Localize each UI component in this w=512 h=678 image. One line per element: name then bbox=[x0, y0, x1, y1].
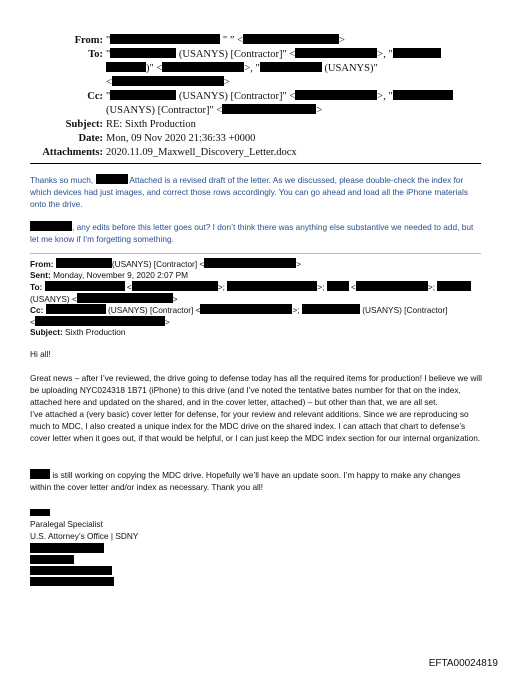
attachment-filename[interactable]: 2020.11.09_Maxwell_Discovery_Letter.docx bbox=[106, 147, 297, 158]
fwd-from-label: From: bbox=[30, 259, 54, 269]
fwd-text: (USANYS) < bbox=[30, 293, 77, 304]
fwd-subject-value: Sixth Production bbox=[65, 327, 126, 337]
redaction bbox=[96, 174, 128, 184]
redaction bbox=[222, 104, 316, 114]
date-value: Mon, 09 Nov 2020 21:36:33 +0000 bbox=[106, 133, 256, 144]
redaction bbox=[35, 316, 165, 326]
to-label: To: bbox=[88, 49, 103, 60]
from-label: From: bbox=[74, 35, 103, 46]
redaction bbox=[112, 76, 224, 86]
cc-part: > bbox=[316, 105, 323, 116]
from-value: " ” < bbox=[222, 35, 244, 46]
subject-value: RE: Sixth Production bbox=[106, 119, 196, 130]
fwd-text: (USANYS) [Contractor] < bbox=[108, 305, 201, 315]
redaction bbox=[45, 281, 125, 291]
redaction bbox=[56, 258, 112, 268]
redaction bbox=[46, 304, 106, 314]
redaction bbox=[393, 48, 441, 58]
bates-number: EFTA00024819 bbox=[428, 658, 498, 669]
to-part: > bbox=[223, 77, 230, 88]
cc-part: >, " bbox=[377, 91, 393, 102]
signature-title: Paralegal Specialist bbox=[30, 519, 103, 529]
fwd-text: > bbox=[172, 293, 178, 304]
fwd-subject-label: Subject: bbox=[30, 327, 63, 337]
redaction bbox=[200, 304, 292, 314]
signature-redaction bbox=[30, 555, 74, 564]
body-greeting: Hi all! bbox=[30, 349, 51, 359]
signature-redaction bbox=[30, 577, 114, 586]
to-line-1 bbox=[106, 48, 441, 62]
cc-label: Cc: bbox=[87, 91, 103, 102]
signature-name-redaction bbox=[30, 509, 50, 516]
body-paragraph-2: I’ve attached a (very basic) cover letter for defense, for your review and relevant additions. Since we are reproducing so much to MDC, I also created a unique index for the MDC drive on the shared index. I can attach that chart to defense’s cover letter when it goes out, if that would be helpful, or I can just keep the MDC index section for our internal organization. bbox=[30, 409, 481, 443]
to-part: " bbox=[106, 49, 111, 60]
fwd-text: < bbox=[351, 282, 356, 292]
redaction bbox=[295, 48, 377, 58]
from-tail: > bbox=[339, 35, 345, 46]
redaction bbox=[243, 34, 339, 44]
attachments-label: Attachments: bbox=[42, 147, 103, 158]
fwd-text: < bbox=[126, 282, 132, 292]
fwd-to-label: To: bbox=[30, 282, 43, 292]
fwd-sent-label: Sent: bbox=[30, 269, 51, 280]
redaction bbox=[110, 48, 176, 58]
fwd-cc-label: Cc: bbox=[30, 305, 44, 315]
signature-redaction bbox=[30, 543, 104, 553]
redaction bbox=[437, 281, 471, 291]
redaction bbox=[77, 293, 173, 303]
from-line: " " ” < > bbox=[106, 35, 345, 46]
date-label: Date: bbox=[78, 133, 103, 144]
fwd-text: (USANYS) [Contractor] bbox=[362, 305, 448, 315]
reply-text: , any edits before this letter goes out? I don’t think there was anything else substantive we needed to add, but let me know if I’m forgetting something. bbox=[30, 222, 474, 244]
fwd-text: >; bbox=[217, 282, 225, 292]
redaction bbox=[327, 281, 349, 291]
cc-line-1 bbox=[106, 90, 453, 104]
reply-divider bbox=[30, 253, 481, 254]
redaction bbox=[356, 281, 428, 291]
to-part: < bbox=[106, 77, 112, 88]
body-text: is still working on copying the MDC drive. Hopefully we’ll have an update soon. I’m happy to make any changes within the cover letter and/or index as necessary. Thank you all! bbox=[30, 470, 461, 492]
fwd-text: < bbox=[30, 316, 35, 327]
reply-text: Thanks so much, bbox=[30, 175, 94, 185]
email-header bbox=[0, 30, 512, 158]
cc-part: (USANYS) [Contractor]" < bbox=[106, 105, 223, 116]
to-part: (USANYS) [Contractor]" < bbox=[178, 49, 296, 60]
redaction bbox=[106, 62, 146, 72]
fwd-sent-value: Monday, November 9, 2020 2:07 PM bbox=[53, 269, 189, 280]
reply-paragraph-1 bbox=[30, 174, 482, 210]
redaction bbox=[110, 34, 220, 44]
to-part: (USANYS)" bbox=[324, 63, 378, 74]
to-line-2 bbox=[106, 62, 378, 76]
reply-text: Attached is a revised draft of the letter. As we discussed, please double-check the index for which devices had just images, and correct those rows accordingly. You can go ahead and load all the iPhone materials onto the drive. bbox=[30, 175, 469, 209]
redaction bbox=[227, 281, 317, 291]
cc-part: (USANYS) [Contractor]" < bbox=[178, 91, 296, 102]
subject-label: Subject: bbox=[65, 119, 103, 130]
forwarded-sent-line bbox=[30, 270, 188, 282]
to-line-3 bbox=[106, 76, 230, 90]
signature-redaction bbox=[30, 566, 112, 575]
fwd-text: >; bbox=[427, 282, 436, 292]
forwarded-subject-line bbox=[30, 327, 125, 339]
fwd-text: >; bbox=[317, 282, 325, 292]
to-part: >, " bbox=[377, 49, 393, 60]
redaction bbox=[260, 62, 322, 72]
redaction bbox=[295, 90, 377, 100]
body-paragraph-1: Great news – after I’ve reviewed, the drive going to defense today has all the required items for production! I believe we will be uploading NYC024318 1B71 (iPhone) to this drive (and I’ve noted the tentative bates number for that on the index, attached here and updated on the shared, and in the cover letter, attached) – but other than that, we are all set. bbox=[30, 373, 482, 407]
cc-line-2 bbox=[106, 104, 322, 118]
redaction bbox=[393, 90, 453, 100]
redaction bbox=[162, 62, 244, 72]
redaction bbox=[30, 221, 72, 231]
to-part: )" < bbox=[146, 63, 163, 74]
fwd-text: >; bbox=[292, 305, 300, 315]
fwd-text: (USANYS) [Contractor] < bbox=[111, 259, 205, 269]
reply-paragraph-2 bbox=[30, 221, 482, 245]
redaction bbox=[204, 258, 296, 268]
body-paragraph-3 bbox=[30, 469, 482, 493]
redaction bbox=[110, 90, 176, 100]
to-part: >, " bbox=[244, 63, 260, 74]
redaction bbox=[30, 469, 50, 479]
header-divider bbox=[30, 163, 481, 164]
redaction bbox=[132, 281, 218, 291]
fwd-text: > bbox=[164, 316, 170, 327]
cc-part: " bbox=[106, 91, 111, 102]
fwd-text: > bbox=[296, 259, 302, 269]
signature-office: U.S. Attorney’s Office | SDNY bbox=[30, 531, 139, 541]
redaction bbox=[302, 304, 360, 314]
